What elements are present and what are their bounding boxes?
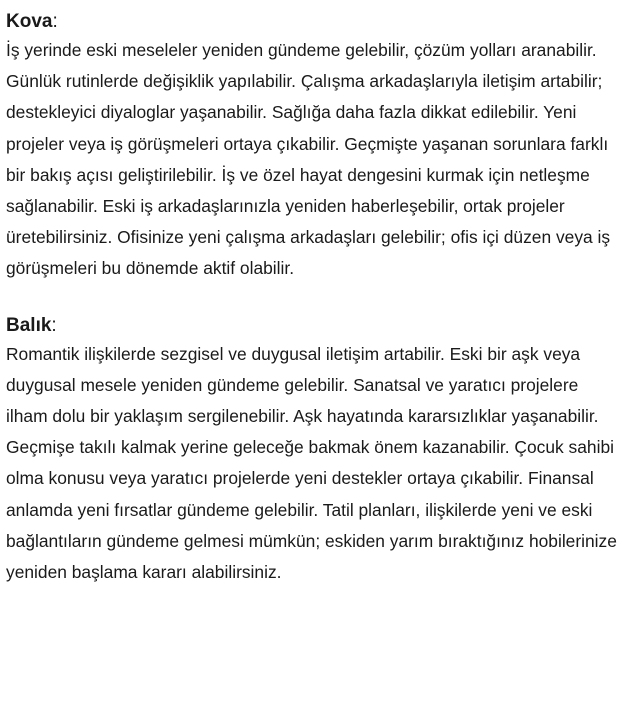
section-balik (6, 313, 616, 589)
section-heading (6, 313, 616, 339)
section-kova (6, 9, 616, 285)
section-paragraph: İş yerinde eski meseleler yeniden gündeme gelebilir, çözüm yolları aranabilir. Günlük rutinlerde değişiklik yapılabilir. Çalışma arkadaşlarıyla iletişim artabilir; destekleyici diyaloglar yaşanabilir. Sağlığa daha fazla dikkat edilebilir. Yeni projeler veya iş görüşmeleri ortaya çıkabilir. Geçmişte yaşanan sorunlara farklı bir bakış açısı geliştirilebilir. İş ve özel hayat dengesini kurmak için netleşme sağlanabilir. Eski iş arkadaşlarınızla yeniden haberleşebilir, ortak projeler üretebilirsiniz. Ofisinize yeni çalışma arkadaşları gelebilir; ofis içi düzen veya iş görüşmeleri bu dönemde aktif olabilir. (6, 40, 611, 279)
sign-title: Balık (6, 314, 52, 336)
heading-colon: : (51, 314, 57, 336)
sign-title: Kova (6, 11, 53, 32)
heading-colon: : (52, 11, 58, 32)
section-heading (6, 9, 616, 35)
section-paragraph: Romantik ilişkilerde sezgisel ve duygusal iletişim artabilir. Eski bir aşk veya duygusal mesele yeniden gündeme gelebilir. Sanatsal ve yaratıcı projelere ilham dolu bir yaklaşım sergilenebilir. Aşk hayatında kararsızlıklar yaşanabilir. Geçmişe takılı kalmak yerine geleceğe bakmak önem kazanabilir. Çocuk sahibi olma konusu veya yaratıcı projelerde yeni destekler ortaya çıkabilir. Finansal anlamda yeni fırsatlar gündeme gelebilir. Tatil planları, ilişkilerde yeni ve eski bağlantıların gündeme gelmesi mümkün; eskiden yarım bıraktığınız hobilerinize yeniden başlama kararı alabilirsiniz. (6, 343, 617, 583)
